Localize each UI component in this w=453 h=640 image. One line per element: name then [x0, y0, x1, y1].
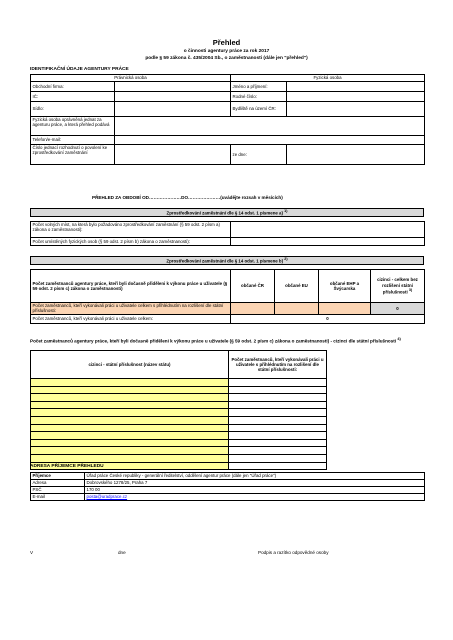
company-name-label: Obchodní firma:: [31, 82, 115, 92]
eu-count-field[interactable]: [275, 303, 319, 315]
employees-by-nationality-label: Počet zaměstnanců, kteří vykonávali práci u uživatele celkem s přihlédnutím na rozlišení dle státní příslušnosti:: [31, 303, 231, 315]
section-b-main-header: Počet zaměstnanců agentury práce, kteří byli dočasně přiděleni k výkonu práce u uživatele (§ 59 odst. 2 písm c) zákona o zaměstnanosti): [31, 270, 231, 303]
birth-number-field[interactable]: [287, 92, 425, 102]
permit-date-field[interactable]: [287, 145, 425, 165]
country-field[interactable]: [31, 439, 229, 447]
section-b-header: [30, 256, 424, 265]
full-name-label: Jméno a příjmení:: [231, 82, 287, 92]
phone-email-label: Telefon/e-mail:: [31, 136, 115, 145]
email-link[interactable]: posta@uradprace.cz: [86, 494, 128, 500]
count-field[interactable]: [229, 401, 327, 409]
count-field[interactable]: [229, 454, 327, 462]
phone-email-field[interactable]: [115, 136, 425, 145]
permit-number-field[interactable]: [115, 145, 231, 165]
count-field[interactable]: [229, 379, 327, 387]
permit-number-label: Číslo jednací rozhodnutí o povolení ke zprostředkování zaměstnání: [31, 145, 115, 165]
recipient-heading: ADRESA PŘÍJEMCE PŘEHLEDU: [30, 464, 104, 469]
recipient-value: Úřad práce České republiky - generální ředitelství, oddělení agentur práce (dále jen "Úřad práce"): [85, 473, 425, 480]
count-field[interactable]: [229, 386, 327, 394]
employees-total-value: 0: [231, 314, 425, 323]
legal-entity-header: Právnická osoba: [31, 75, 231, 82]
placed-persons-field[interactable]: [231, 238, 425, 246]
ico-label: IČ:: [31, 92, 115, 102]
natural-person-header: Fyzická osoba: [231, 75, 425, 82]
col-employee-count: Počet zaměstnanců, kteří vykonávali práci u uživatele s přihlédnutím na rozlišení dle státní příslušnosti:: [229, 351, 327, 379]
authorized-person-label: Fyzická osoba oprávněná jednat za agenturu práce, a která přehled podává: [31, 117, 115, 136]
date-label: dne: [118, 550, 126, 555]
country-field[interactable]: [31, 409, 229, 417]
authorized-person-field[interactable]: [115, 117, 425, 136]
section-c-table: [30, 350, 327, 470]
place-label: V: [30, 550, 34, 555]
vacancies-field[interactable]: [231, 222, 425, 238]
col-country: cizinci - státní příslušnost (název státu): [31, 351, 229, 379]
email-value: [85, 494, 425, 501]
country-field[interactable]: [31, 379, 229, 387]
section-a-header: [30, 208, 424, 217]
full-name-field[interactable]: [287, 82, 425, 92]
count-field[interactable]: [229, 424, 327, 432]
section-b-table: [30, 269, 425, 324]
country-field[interactable]: [31, 432, 229, 440]
country-field[interactable]: [31, 386, 229, 394]
document-subtitle-1: o činnosti agentury práce za rok 2017: [183, 49, 270, 54]
placed-persons-label: Počet umístěných fyzických osob (§ 59 odst. 2 písm b) zákona o zaměstnanosti):: [31, 238, 231, 246]
identification-heading: IDENTIFIKAČNÍ ÚDAJE AGENTURY PRÁCE: [30, 67, 129, 72]
vacancies-label: Počet volných míst, na která bylo požadováno zprostředkování zaměstnání (§ 59 odst. 2 písm a) zákona o zaměstnanosti):: [31, 222, 231, 238]
country-field[interactable]: [31, 447, 229, 455]
cz-count-field[interactable]: [231, 303, 275, 315]
ico-field[interactable]: [115, 92, 231, 102]
section-a-table: [30, 221, 425, 246]
postcode-label: PSČ: [31, 487, 85, 494]
col-eea-citizens: občané EHP a Švýcarska: [319, 270, 371, 303]
seat-field[interactable]: [115, 102, 231, 117]
address-value: Dobrovského 1278/25, Praha 7: [85, 480, 425, 487]
employees-total-label: Počet zaměstnanců, kteří vykonávali práci u uživatele celkem:: [31, 314, 231, 323]
document-title: Přehled: [212, 38, 241, 47]
foreigners-count-value: 0: [371, 303, 425, 315]
count-field[interactable]: [229, 447, 327, 455]
residence-field[interactable]: [287, 102, 425, 117]
country-field[interactable]: [31, 401, 229, 409]
email-label: E-mail: [31, 494, 85, 501]
country-field[interactable]: [31, 454, 229, 462]
country-field[interactable]: [31, 394, 229, 402]
birth-number-label: Rodné číslo:: [231, 92, 287, 102]
col-foreigners: cizinci - celkem bez rozlišení státní příslušnosti $^{3)}$: [371, 270, 425, 303]
seat-label: Sídlo:: [31, 102, 115, 117]
country-field[interactable]: [31, 416, 229, 424]
count-field[interactable]: [229, 432, 327, 440]
col-eu-citizens: občané EU: [275, 270, 319, 303]
col-cz-citizens: občané ČR: [231, 270, 275, 303]
recipient-label: Příjemce: [31, 473, 85, 480]
signature-label: Podpis a razítko odpovědné osoby: [258, 550, 329, 555]
company-name-field[interactable]: [115, 82, 231, 92]
document-subtitle-2: podle § 59 zákona č. 435/2004 Sb., o zaměstnanosti (dále jen "přehled"): [145, 56, 308, 61]
period-line: PŘEHLED ZA OBDOBÍ OD…………………DO…………………(uvádějte rozsah v měsících): [92, 195, 283, 200]
postcode-value: 170 00: [85, 487, 425, 494]
count-field[interactable]: [229, 439, 327, 447]
section-c-title: Počet zaměstnanců agentury práce, kteří byli dočasně přiděleni k výkonu práce u uživatele (§ 59 odst. 2 písm c) zákona o zaměstnanosti) - cizinci dle státní příslušnosti $^{4)}$: [30, 337, 401, 344]
section-a-title: Zprostředkování zaměstnání dle § 14 odst. 1 písmene a) $^{1)}$: [31, 209, 424, 217]
count-field[interactable]: [229, 409, 327, 417]
section-b-title: Zprostředkování zaměstnání dle § 14 odst. 1 písmene b) $^{2)}$: [31, 257, 424, 265]
recipient-table: [30, 472, 425, 501]
count-field[interactable]: [229, 416, 327, 424]
count-field[interactable]: [229, 394, 327, 402]
count-field[interactable]: [229, 462, 327, 470]
country-field[interactable]: [31, 424, 229, 432]
address-label: Adresa: [31, 480, 85, 487]
residence-label: Bydliště na území ČR:: [231, 102, 287, 117]
identification-table: [30, 74, 425, 165]
permit-date-label: ze dne:: [231, 145, 287, 165]
eea-count-field[interactable]: [319, 303, 371, 315]
